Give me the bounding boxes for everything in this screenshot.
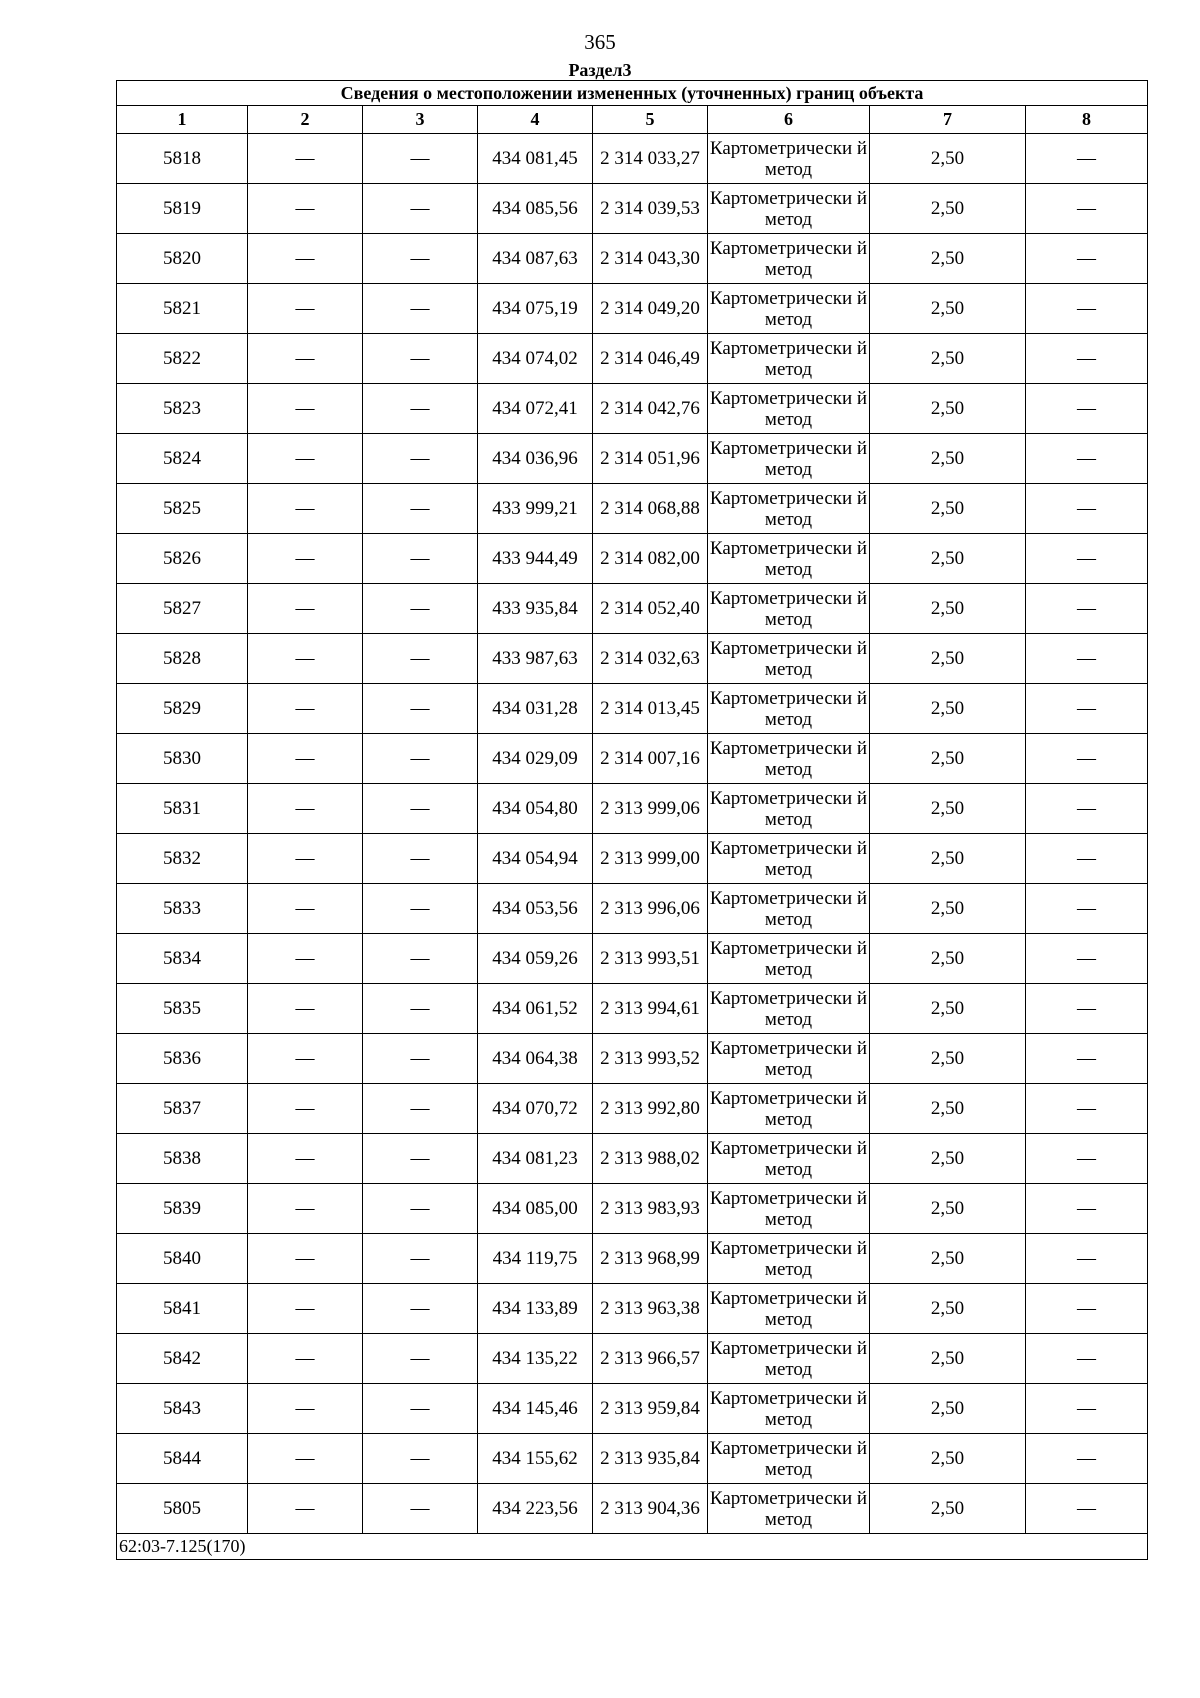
method-cell: Картометрически й метод: [708, 934, 870, 984]
empty-col3-cell: —: [363, 234, 478, 284]
point-number-cell: 5828: [117, 634, 248, 684]
empty-col3-cell: —: [363, 834, 478, 884]
method-cell: Картометрически й метод: [708, 834, 870, 884]
y-coordinate-cell: 2 314 052,40: [593, 584, 708, 634]
accuracy-cell: 2,50: [870, 934, 1026, 984]
y-coordinate-cell: 2 313 996,06: [593, 884, 708, 934]
point-number-cell: 5823: [117, 384, 248, 434]
empty-col2-cell: —: [248, 734, 363, 784]
method-cell: Картометрически й метод: [708, 384, 870, 434]
x-coordinate-cell: 434 053,56: [478, 884, 593, 934]
x-coordinate-cell: 433 987,63: [478, 634, 593, 684]
empty-col8-cell: —: [1026, 534, 1148, 584]
x-coordinate-cell: 434 059,26: [478, 934, 593, 984]
method-cell: Картометрически й метод: [708, 1184, 870, 1234]
accuracy-cell: 2,50: [870, 634, 1026, 684]
method-cell: Картометрически й метод: [708, 1484, 870, 1534]
empty-col8-cell: —: [1026, 384, 1148, 434]
y-coordinate-cell: 2 314 043,30: [593, 234, 708, 284]
empty-col2-cell: —: [248, 784, 363, 834]
method-cell: Картометрически й метод: [708, 434, 870, 484]
empty-col8-cell: —: [1026, 734, 1148, 784]
point-number-cell: 5839: [117, 1184, 248, 1234]
empty-col3-cell: —: [363, 1134, 478, 1184]
table-row: [117, 234, 1148, 284]
empty-col2-cell: —: [248, 1234, 363, 1284]
point-number-cell: 5805: [117, 1484, 248, 1534]
point-number-cell: 5832: [117, 834, 248, 884]
empty-col8-cell: —: [1026, 1384, 1148, 1434]
empty-col3-cell: —: [363, 584, 478, 634]
table-row: [117, 784, 1148, 834]
empty-col8-cell: —: [1026, 1234, 1148, 1284]
coordinates-table: [116, 80, 1148, 1560]
method-cell: Картометрически й метод: [708, 1334, 870, 1384]
accuracy-cell: 2,50: [870, 1434, 1026, 1484]
y-coordinate-cell: 2 314 007,16: [593, 734, 708, 784]
empty-col2-cell: —: [248, 1134, 363, 1184]
x-coordinate-cell: 434 081,23: [478, 1134, 593, 1184]
accuracy-cell: 2,50: [870, 1334, 1026, 1384]
accuracy-cell: 2,50: [870, 1084, 1026, 1134]
x-coordinate-cell: 433 999,21: [478, 484, 593, 534]
method-cell: Картометрически й метод: [708, 784, 870, 834]
table-row: [117, 534, 1148, 584]
empty-col2-cell: —: [248, 834, 363, 884]
point-number-cell: 5838: [117, 1134, 248, 1184]
empty-col3-cell: —: [363, 1484, 478, 1534]
page-number: 365: [584, 30, 616, 54]
empty-col8-cell: —: [1026, 484, 1148, 534]
empty-col2-cell: —: [248, 1434, 363, 1484]
accuracy-cell: 2,50: [870, 584, 1026, 634]
point-number-cell: 5825: [117, 484, 248, 534]
empty-col2-cell: —: [248, 284, 363, 334]
x-coordinate-cell: 434 087,63: [478, 234, 593, 284]
accuracy-cell: 2,50: [870, 884, 1026, 934]
y-coordinate-cell: 2 313 994,61: [593, 984, 708, 1034]
empty-col3-cell: —: [363, 134, 478, 184]
empty-col3-cell: —: [363, 1334, 478, 1384]
y-coordinate-cell: 2 314 033,27: [593, 134, 708, 184]
x-coordinate-cell: 434 081,45: [478, 134, 593, 184]
empty-col3-cell: —: [363, 784, 478, 834]
empty-col2-cell: —: [248, 584, 363, 634]
x-coordinate-cell: 434 072,41: [478, 384, 593, 434]
y-coordinate-cell: 2 313 959,84: [593, 1384, 708, 1434]
x-coordinate-cell: 434 029,09: [478, 734, 593, 784]
method-cell: Картометрически й метод: [708, 734, 870, 784]
x-coordinate-cell: 434 054,94: [478, 834, 593, 884]
column-number: 5: [593, 106, 708, 134]
table-caption: Сведения о местоположении измененных (уточненных) границ объекта: [117, 81, 1148, 106]
y-coordinate-cell: 2 314 032,63: [593, 634, 708, 684]
empty-col3-cell: —: [363, 1034, 478, 1084]
method-cell: Картометрически й метод: [708, 1134, 870, 1184]
point-number-cell: 5818: [117, 134, 248, 184]
table-row: [117, 1084, 1148, 1134]
empty-col8-cell: —: [1026, 184, 1148, 234]
accuracy-cell: 2,50: [870, 234, 1026, 284]
column-number: 3: [363, 106, 478, 134]
empty-col8-cell: —: [1026, 984, 1148, 1034]
table-row: [117, 734, 1148, 784]
x-coordinate-cell: 434 085,56: [478, 184, 593, 234]
empty-col3-cell: —: [363, 884, 478, 934]
empty-col2-cell: —: [248, 434, 363, 484]
x-coordinate-cell: 434 061,52: [478, 984, 593, 1034]
table-body: [117, 134, 1148, 1534]
x-coordinate-cell: 434 085,00: [478, 1184, 593, 1234]
method-cell: Картометрически й метод: [708, 1284, 870, 1334]
accuracy-cell: 2,50: [870, 134, 1026, 184]
point-number-cell: 5819: [117, 184, 248, 234]
empty-col3-cell: —: [363, 1234, 478, 1284]
accuracy-cell: 2,50: [870, 434, 1026, 484]
empty-col8-cell: —: [1026, 784, 1148, 834]
x-coordinate-cell: 434 075,19: [478, 284, 593, 334]
empty-col8-cell: —: [1026, 1434, 1148, 1484]
method-cell: Картометрически й метод: [708, 1434, 870, 1484]
empty-col2-cell: —: [248, 384, 363, 434]
point-number-cell: 5840: [117, 1234, 248, 1284]
empty-col2-cell: —: [248, 934, 363, 984]
point-number-cell: 5826: [117, 534, 248, 584]
empty-col2-cell: —: [248, 1184, 363, 1234]
point-number-cell: 5829: [117, 684, 248, 734]
y-coordinate-cell: 2 313 993,51: [593, 934, 708, 984]
empty-col3-cell: —: [363, 734, 478, 784]
method-cell: Картометрически й метод: [708, 984, 870, 1034]
point-number-cell: 5827: [117, 584, 248, 634]
point-number-cell: 5831: [117, 784, 248, 834]
y-coordinate-cell: 2 313 992,80: [593, 1084, 708, 1134]
empty-col8-cell: —: [1026, 284, 1148, 334]
x-coordinate-cell: 434 223,56: [478, 1484, 593, 1534]
accuracy-cell: 2,50: [870, 834, 1026, 884]
empty-col2-cell: —: [248, 1284, 363, 1334]
table-row: [117, 184, 1148, 234]
empty-col8-cell: —: [1026, 1134, 1148, 1184]
empty-col8-cell: —: [1026, 1034, 1148, 1084]
empty-col3-cell: —: [363, 1384, 478, 1434]
table-row: [117, 634, 1148, 684]
empty-col2-cell: —: [248, 534, 363, 584]
empty-col3-cell: —: [363, 284, 478, 334]
table-row: [117, 1284, 1148, 1334]
x-coordinate-cell: 433 935,84: [478, 584, 593, 634]
accuracy-cell: 2,50: [870, 1034, 1026, 1084]
column-number: 4: [478, 106, 593, 134]
y-coordinate-cell: 2 313 963,38: [593, 1284, 708, 1334]
empty-col8-cell: —: [1026, 1334, 1148, 1384]
empty-col2-cell: —: [248, 1384, 363, 1434]
empty-col8-cell: —: [1026, 134, 1148, 184]
accuracy-cell: 2,50: [870, 1284, 1026, 1334]
point-number-cell: 5836: [117, 1034, 248, 1084]
table-footer: 62:03-7.125(170): [117, 1534, 1148, 1560]
x-coordinate-cell: 434 036,96: [478, 434, 593, 484]
accuracy-cell: 2,50: [870, 1484, 1026, 1534]
table-row: [117, 1234, 1148, 1284]
empty-col8-cell: —: [1026, 1184, 1148, 1234]
method-cell: Картометрически й метод: [708, 234, 870, 284]
accuracy-cell: 2,50: [870, 984, 1026, 1034]
y-coordinate-cell: 2 313 983,93: [593, 1184, 708, 1234]
x-coordinate-cell: 434 135,22: [478, 1334, 593, 1384]
point-number-cell: 5822: [117, 334, 248, 384]
empty-col3-cell: —: [363, 1184, 478, 1234]
x-coordinate-cell: 434 145,46: [478, 1384, 593, 1434]
column-number: 1: [117, 106, 248, 134]
method-cell: Картометрически й метод: [708, 884, 870, 934]
method-cell: Картометрически й метод: [708, 484, 870, 534]
x-coordinate-cell: 433 944,49: [478, 534, 593, 584]
empty-col3-cell: —: [363, 534, 478, 584]
empty-col3-cell: —: [363, 484, 478, 534]
empty-col2-cell: —: [248, 1084, 363, 1134]
empty-col8-cell: —: [1026, 834, 1148, 884]
empty-col3-cell: —: [363, 334, 478, 384]
table-row: [117, 834, 1148, 884]
y-coordinate-cell: 2 313 968,99: [593, 1234, 708, 1284]
method-cell: Картометрически й метод: [708, 134, 870, 184]
table-row: [117, 134, 1148, 184]
point-number-cell: 5834: [117, 934, 248, 984]
empty-col3-cell: —: [363, 1434, 478, 1484]
point-number-cell: 5843: [117, 1384, 248, 1434]
empty-col8-cell: —: [1026, 234, 1148, 284]
table-row: [117, 1034, 1148, 1084]
empty-col8-cell: —: [1026, 634, 1148, 684]
empty-col2-cell: —: [248, 684, 363, 734]
method-cell: Картометрически й метод: [708, 584, 870, 634]
y-coordinate-cell: 2 314 039,53: [593, 184, 708, 234]
y-coordinate-cell: 2 313 999,00: [593, 834, 708, 884]
y-coordinate-cell: 2 314 051,96: [593, 434, 708, 484]
point-number-cell: 5833: [117, 884, 248, 934]
y-coordinate-cell: 2 313 993,52: [593, 1034, 708, 1084]
empty-col3-cell: —: [363, 634, 478, 684]
table-row: [117, 984, 1148, 1034]
empty-col3-cell: —: [363, 434, 478, 484]
point-number-cell: 5835: [117, 984, 248, 1034]
table-row: [117, 1484, 1148, 1534]
accuracy-cell: 2,50: [870, 1184, 1026, 1234]
method-cell: Картометрически й метод: [708, 684, 870, 734]
empty-col8-cell: —: [1026, 1284, 1148, 1334]
accuracy-cell: 2,50: [870, 534, 1026, 584]
empty-col2-cell: —: [248, 984, 363, 1034]
y-coordinate-cell: 2 314 042,76: [593, 384, 708, 434]
point-number-cell: 5841: [117, 1284, 248, 1334]
method-cell: Картометрически й метод: [708, 1384, 870, 1434]
table-row: [117, 684, 1148, 734]
empty-col2-cell: —: [248, 134, 363, 184]
accuracy-cell: 2,50: [870, 1134, 1026, 1184]
table-row: [117, 1184, 1148, 1234]
y-coordinate-cell: 2 314 082,00: [593, 534, 708, 584]
y-coordinate-cell: 2 313 999,06: [593, 784, 708, 834]
accuracy-cell: 2,50: [870, 384, 1026, 434]
point-number-cell: 5842: [117, 1334, 248, 1384]
column-number-row: [117, 106, 1148, 134]
method-cell: Картометрически й метод: [708, 184, 870, 234]
method-cell: Картометрически й метод: [708, 334, 870, 384]
point-number-cell: 5844: [117, 1434, 248, 1484]
empty-col3-cell: —: [363, 184, 478, 234]
table-row: [117, 1134, 1148, 1184]
y-coordinate-cell: 2 313 904,36: [593, 1484, 708, 1534]
point-number-cell: 5820: [117, 234, 248, 284]
x-coordinate-cell: 434 074,02: [478, 334, 593, 384]
method-cell: Картометрически й метод: [708, 634, 870, 684]
table-row: [117, 1384, 1148, 1434]
section-title: Раздел3: [568, 60, 632, 80]
empty-col3-cell: —: [363, 384, 478, 434]
x-coordinate-cell: 434 054,80: [478, 784, 593, 834]
accuracy-cell: 2,50: [870, 1384, 1026, 1434]
accuracy-cell: 2,50: [870, 684, 1026, 734]
accuracy-cell: 2,50: [870, 784, 1026, 834]
accuracy-cell: 2,50: [870, 184, 1026, 234]
y-coordinate-cell: 2 314 013,45: [593, 684, 708, 734]
x-coordinate-cell: 434 064,38: [478, 1034, 593, 1084]
column-number: 7: [870, 106, 1026, 134]
x-coordinate-cell: 434 070,72: [478, 1084, 593, 1134]
point-number-cell: 5830: [117, 734, 248, 784]
empty-col3-cell: —: [363, 984, 478, 1034]
x-coordinate-cell: 434 119,75: [478, 1234, 593, 1284]
empty-col3-cell: —: [363, 684, 478, 734]
method-cell: Картометрически й метод: [708, 1234, 870, 1284]
column-number: 2: [248, 106, 363, 134]
table-row: [117, 934, 1148, 984]
y-coordinate-cell: 2 314 068,88: [593, 484, 708, 534]
empty-col8-cell: —: [1026, 934, 1148, 984]
empty-col8-cell: —: [1026, 584, 1148, 634]
empty-col2-cell: —: [248, 184, 363, 234]
point-number-cell: 5837: [117, 1084, 248, 1134]
table-row: [117, 384, 1148, 434]
empty-col2-cell: —: [248, 334, 363, 384]
empty-col3-cell: —: [363, 1084, 478, 1134]
point-number-cell: 5821: [117, 284, 248, 334]
empty-col2-cell: —: [248, 484, 363, 534]
table-row: [117, 434, 1148, 484]
column-number: 6: [708, 106, 870, 134]
method-cell: Картометрически й метод: [708, 1084, 870, 1134]
y-coordinate-cell: 2 313 935,84: [593, 1434, 708, 1484]
empty-col8-cell: —: [1026, 884, 1148, 934]
empty-col3-cell: —: [363, 934, 478, 984]
empty-col8-cell: —: [1026, 1084, 1148, 1134]
empty-col2-cell: —: [248, 1484, 363, 1534]
accuracy-cell: 2,50: [870, 334, 1026, 384]
table-row: [117, 1434, 1148, 1484]
y-coordinate-cell: 2 314 049,20: [593, 284, 708, 334]
empty-col3-cell: —: [363, 1284, 478, 1334]
accuracy-cell: 2,50: [870, 1234, 1026, 1284]
y-coordinate-cell: 2 313 966,57: [593, 1334, 708, 1384]
y-coordinate-cell: 2 313 988,02: [593, 1134, 708, 1184]
empty-col2-cell: —: [248, 634, 363, 684]
x-coordinate-cell: 434 031,28: [478, 684, 593, 734]
table-row: [117, 884, 1148, 934]
empty-col8-cell: —: [1026, 1484, 1148, 1534]
x-coordinate-cell: 434 155,62: [478, 1434, 593, 1484]
empty-col8-cell: —: [1026, 434, 1148, 484]
table-row: [117, 584, 1148, 634]
accuracy-cell: 2,50: [870, 734, 1026, 784]
empty-col2-cell: —: [248, 884, 363, 934]
x-coordinate-cell: 434 133,89: [478, 1284, 593, 1334]
table-row: [117, 484, 1148, 534]
table-row: [117, 284, 1148, 334]
empty-col2-cell: —: [248, 234, 363, 284]
accuracy-cell: 2,50: [870, 484, 1026, 534]
empty-col2-cell: —: [248, 1034, 363, 1084]
y-coordinate-cell: 2 314 046,49: [593, 334, 708, 384]
point-number-cell: 5824: [117, 434, 248, 484]
empty-col8-cell: —: [1026, 684, 1148, 734]
column-number: 8: [1026, 106, 1148, 134]
table-row: [117, 1334, 1148, 1384]
empty-col8-cell: —: [1026, 334, 1148, 384]
method-cell: Картометрически й метод: [708, 1034, 870, 1084]
method-cell: Картометрически й метод: [708, 284, 870, 334]
empty-col2-cell: —: [248, 1334, 363, 1384]
accuracy-cell: 2,50: [870, 284, 1026, 334]
method-cell: Картометрически й метод: [708, 534, 870, 584]
table-row: [117, 334, 1148, 384]
